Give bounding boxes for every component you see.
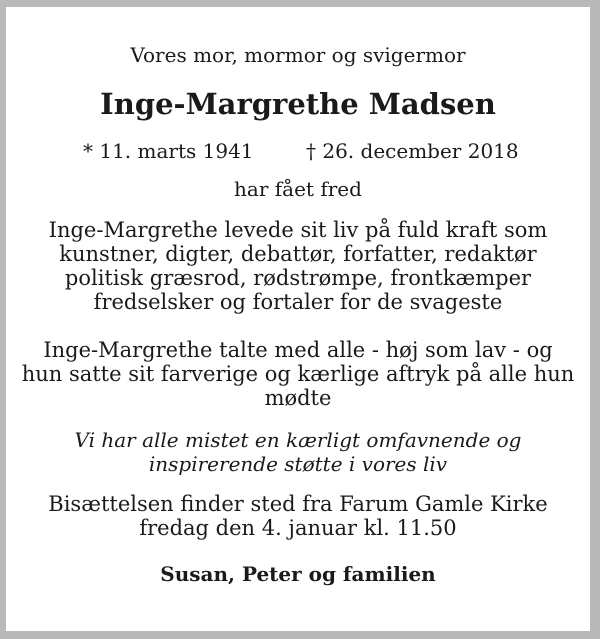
- paragraph2-line: mødte: [264, 386, 332, 410]
- quote-line: Vi har alle mistet en kærligt omfavnende og: [74, 428, 522, 452]
- intro-line: Vores mor, mormor og svigermor: [130, 43, 466, 67]
- status-line: har fået fred: [234, 177, 362, 201]
- death-date: † 26. december 2018: [306, 139, 519, 163]
- birth-date: * 11. marts 1941: [83, 139, 254, 163]
- paragraph2-line: hun satte sit farverige og kærlige aftryk på alle hun: [21, 362, 575, 386]
- obituary-card: [6, 7, 590, 631]
- quote-line: inspirerende støtte i vores liv: [148, 452, 448, 476]
- paragraph2-line: Inge-Margrethe talte med alle - høj som lav - og: [43, 338, 553, 362]
- paragraph1-line: fredselsker og fortaler for de svageste: [93, 290, 503, 314]
- funeral-line: fredag den 4. januar kl. 11.50: [139, 516, 457, 540]
- life-dates: [6, 141, 590, 167]
- deceased-name: Inge-Margrethe Madsen: [100, 87, 496, 121]
- funeral-line: Bisættelsen finder sted fra Farum Gamle Kirke: [48, 492, 548, 516]
- paragraph1-line: Inge-Margrethe levede sit liv på fuld kraft som: [48, 218, 548, 242]
- signature: Susan, Peter og familien: [160, 562, 436, 586]
- paragraph1-line: politisk græsrod, rødstrømpe, frontkæmper: [64, 266, 532, 290]
- paragraph1-line: kunstner, digter, debattør, forfatter, redaktør: [59, 242, 537, 266]
